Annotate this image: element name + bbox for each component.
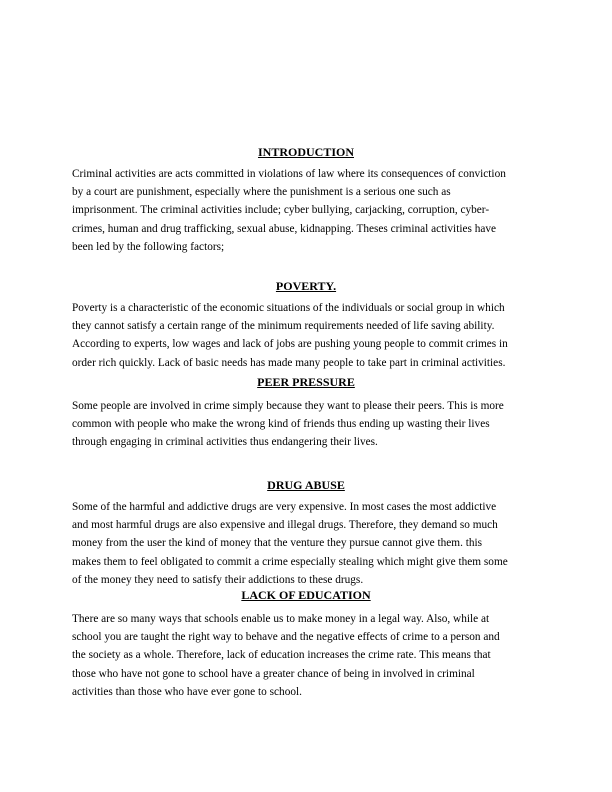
text-line: Some people are involved in crime simply because they want to please their peers. This is more (72, 400, 504, 412)
section-paragraph-drug-abuse (72, 498, 542, 589)
text-line: school you are taught the right way to behave and the negative effects of crime to a person and (72, 631, 500, 644)
section-paragraph-lack-of-education (72, 610, 542, 701)
text-line: common with people who make the wrong kind of friends thus ending up wasting their lives (72, 418, 490, 431)
text-line: and most harmful drugs are also expensive and illegal drugs. Therefore, they demand so much (72, 519, 498, 532)
section-heading-drug-abuse: DRUG ABUSE (267, 478, 345, 492)
text-line: by a court are punishment, especially where the punishment is a serious one such as (72, 186, 451, 199)
text-line: There are so many ways that schools enable us to make money in a legal way. Also, while at (72, 613, 490, 625)
text-line: Some of the harmful and addictive drugs are very expensive. In most cases the most addictive (72, 501, 497, 513)
text-line: activities than those who have ever gone to school. (72, 685, 302, 698)
text-line: they cannot satisfy a certain range of the minimum requirements needed of life saving ability. (72, 320, 495, 333)
text-line: money from the user the kind of money that the venture they pursue cannot give them. this (72, 537, 483, 550)
text-line: been led by the following factors; (72, 240, 225, 253)
text-line: Poverty is a characteristic of the economic situations of the individuals or social group in which (72, 302, 505, 314)
text-line: the society as a whole. Therefore, lack of education increases the crime rate. This means that (72, 649, 491, 662)
text-line: order rich quickly. Lack of basic needs has made many people to take part in criminal activities. (72, 356, 506, 369)
text-line: Criminal activities are acts committed in violations of law where its consequences of conviction (72, 168, 506, 180)
section-paragraph-introduction (72, 165, 542, 256)
section-heading-peer-pressure: PEER PRESSURE (257, 375, 355, 389)
section-heading-lack-of-education: LACK OF EDUCATION (241, 588, 371, 602)
text-line: According to experts, low wages and lack of jobs are pushing young people to commit crimes in (72, 338, 508, 351)
section-heading-poverty: POVERTY. (275, 279, 337, 293)
text-line: those who have not gone to school have a greater chance of being in involved in criminal (72, 667, 475, 680)
text-line: of the money they need to satisfy their addictions to these drugs. (72, 573, 364, 586)
section-heading-introduction: INTRODUCTION (257, 145, 354, 159)
section-paragraph-poverty (72, 299, 542, 372)
text-line: imprisonment. The criminal activities include; cyber bullying, carjacking, corruption, cyber- (72, 204, 490, 217)
text-line: makes them to feel obligated to commit a crime especially stealing which might give them some (72, 555, 508, 568)
text-line: through engaging in criminal activities thus endangering their lives. (72, 436, 378, 449)
text-line: crimes, human and drug trafficking, sexual abuse, kidnapping. Theses criminal activities have (72, 222, 497, 235)
section-paragraph-peer-pressure (72, 397, 542, 452)
